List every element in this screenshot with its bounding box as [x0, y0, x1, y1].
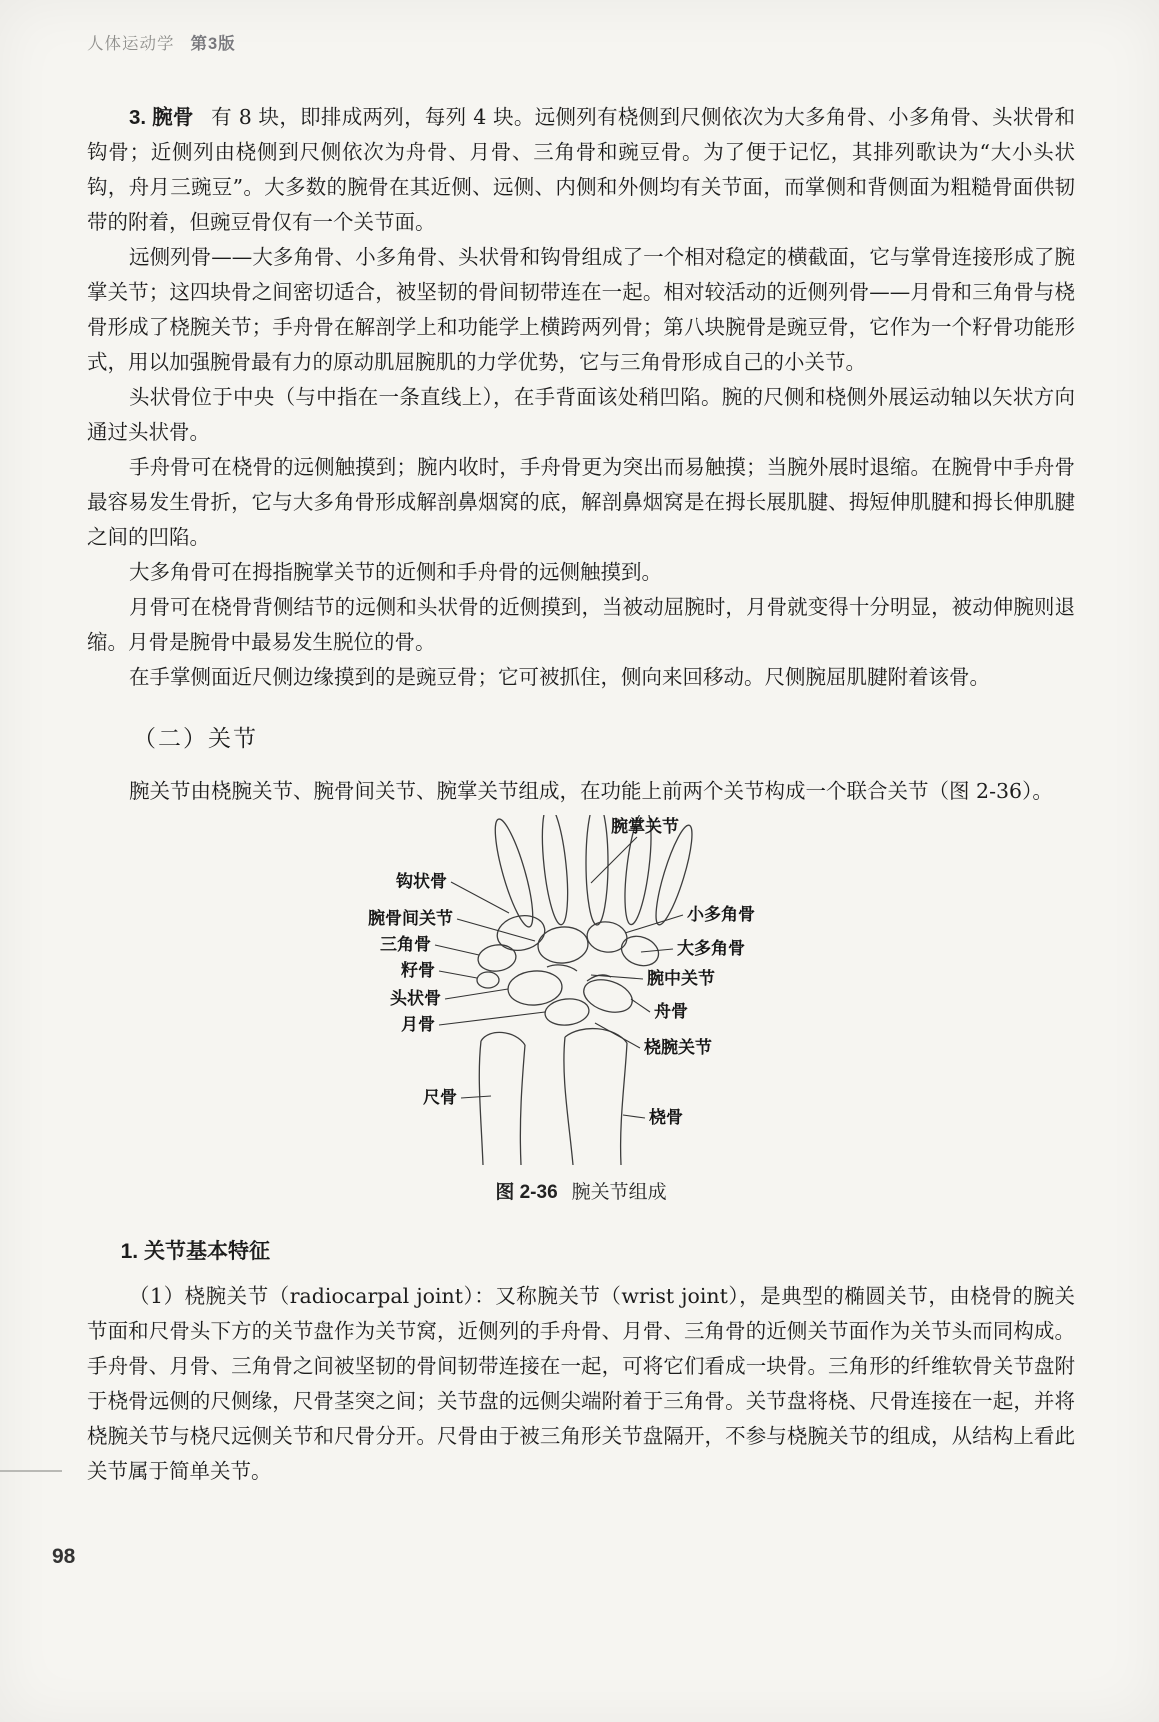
section-heading-joint-features: 1. 关节基本特征 [120, 1240, 270, 1263]
paragraph-distal-row: 远侧列骨——大多角骨、小多角骨、头状骨和钩骨组成了一个相对稳定的横截面，它与掌骨连接形成了腕掌关节；这四块骨之间密切适合，被坚韧的骨间韧带连在一起。相对较活动的近侧列骨——月骨和三角骨与桡骨形成了桡腕关节；手舟骨在解剖学上和功能学上横跨两列骨；第八块腕骨是豌豆骨，它作为一个籽骨功能形式，用以加强腕骨最有力的原动肌屈腕肌的力学优势，它与三角骨形成自己的小关节。 [87, 245, 1075, 374]
leader-lines [435, 837, 683, 1118]
label-ulna: 尺骨 [423, 1088, 457, 1107]
label-lunate: 月骨 [401, 1015, 435, 1034]
paragraph-text: 有 8 块，即排成两列，每列 4 块。远侧列有桡侧到尺侧依次为大多角骨、小多角骨、头状骨和钩骨；近侧列由桡侧到尺侧依次为舟骨、月骨、三角骨和豌豆骨。为了便于记忆，其排列歌诀为“大小头状钩，舟月三豌豆”。大多数的腕骨在其近侧、远侧、内侧和外侧均有关节面，而掌侧和背侧面为粗糙骨面供韧带的附着，但豌豆骨仅有一个关节面。 [87, 105, 1075, 234]
paragraph-lunate: 月骨可在桡骨背侧结节的远侧和头状骨的近侧摸到，当被动屈腕时，月骨就变得十分明显，被动伸腕则退缩。月骨是腕骨中最易发生脱位的骨。 [87, 595, 1075, 654]
figure-labels [368, 816, 755, 1127]
label-hamate: 钩状骨 [396, 872, 447, 891]
label-midcarpal-joint: 腕中关节 [647, 969, 715, 988]
figure-caption-text: 腕关节组成 [571, 1182, 667, 1203]
page-number: 98 [52, 1545, 76, 1568]
figure-caption [87, 1175, 1075, 1210]
footer-rule [0, 1470, 62, 1472]
wrist-diagram [339, 815, 799, 1167]
label-radius: 桡骨 [649, 1108, 683, 1127]
label-radiocarpal-joint: 桡腕关节 [644, 1038, 712, 1057]
label-intercarpal-joint: 腕骨间关节 [368, 909, 453, 928]
section-heading-joints: （二）关节 [133, 726, 258, 752]
label-trapezoid: 小多角骨 [687, 905, 755, 924]
paragraph-radiocarpal-joint: （1）桡腕关节（radiocarpal joint）：又称腕关节（wrist joint），是典型的椭圆关节，由桡骨的腕关节面和尺骨头下方的关节盘作为关节窝，近侧列的手舟骨、月骨、三角骨的近侧关节面作为关节头而同构成。手舟骨、月骨、三角骨之间被坚韧的骨间韧带连接在一起，可将它们看成一块骨。三角形的纤维软骨关节盘附于桡骨远侧的尺侧缘，尺骨茎突之间；关节盘的远侧尖端附着于三角骨。关节盘将桡、尺骨连接在一起，并将桡腕关节与桡尺远侧关节和尺骨分开。尺骨由于被三角形关节盘隔开，不参与桡腕关节的组成，从结构上看此关节属于简单关节。 [87, 1284, 1075, 1483]
book-title: 人体运动学 [87, 35, 175, 53]
figure-caption-number: 图 2-36 [495, 1182, 558, 1203]
running-head [87, 30, 236, 54]
carpal-bones-drawing [476, 911, 662, 1027]
radius-drawing [564, 1029, 627, 1165]
label-scaphoid: 舟骨 [654, 1002, 688, 1021]
paragraph-lead-carpal-bones: 3. 腕骨 [129, 106, 194, 129]
paragraph-capitate: 头状骨位于中央（与中指在一条直线上），在手背面该处稍凹陷。腕的尺侧和桡侧外展运动轴以矢状方向通过头状骨。 [87, 385, 1075, 444]
paragraph-trapezium: 大多角骨可在拇指腕掌关节的近侧和手舟骨的远侧触摸到。 [129, 560, 663, 584]
paragraph-pisiform: 在手掌侧面近尺侧边缘摸到的是豌豆骨；它可被抓住，侧向来回移动。尺侧腕屈肌腱附着该骨。 [129, 665, 991, 689]
figure-wrist-joint [87, 815, 1075, 1210]
label-sesamoid: 籽骨 [401, 961, 435, 980]
paragraph-scaphoid: 手舟骨可在桡骨的远侧触摸到；腕内收时，手舟骨更为突出而易触摸；当腕外展时退缩。在腕骨中手舟骨最容易发生骨折，它与大多角骨形成解剖鼻烟窝的底，解剖鼻烟窝是在拇长展肌腱、拇短伸肌腱和拇长伸肌腱之间的凹陷。 [87, 455, 1075, 549]
label-trapezium: 大多角骨 [677, 939, 745, 958]
paragraph-joints-intro: 腕关节由桡腕关节、腕骨间关节、腕掌关节组成，在功能上前两个关节构成一个联合关节（图 2-36）。 [129, 779, 1053, 803]
label-carpometacarpal-joint: 腕掌关节 [611, 817, 679, 836]
page-content [87, 100, 1075, 1489]
ulna-drawing [479, 1032, 525, 1165]
book-edition: 第3版 [190, 35, 236, 53]
label-triquetrum: 三角骨 [380, 935, 431, 954]
label-capitate: 头状骨 [390, 989, 441, 1008]
paragraph-carpal-bones-intro [87, 100, 1075, 240]
